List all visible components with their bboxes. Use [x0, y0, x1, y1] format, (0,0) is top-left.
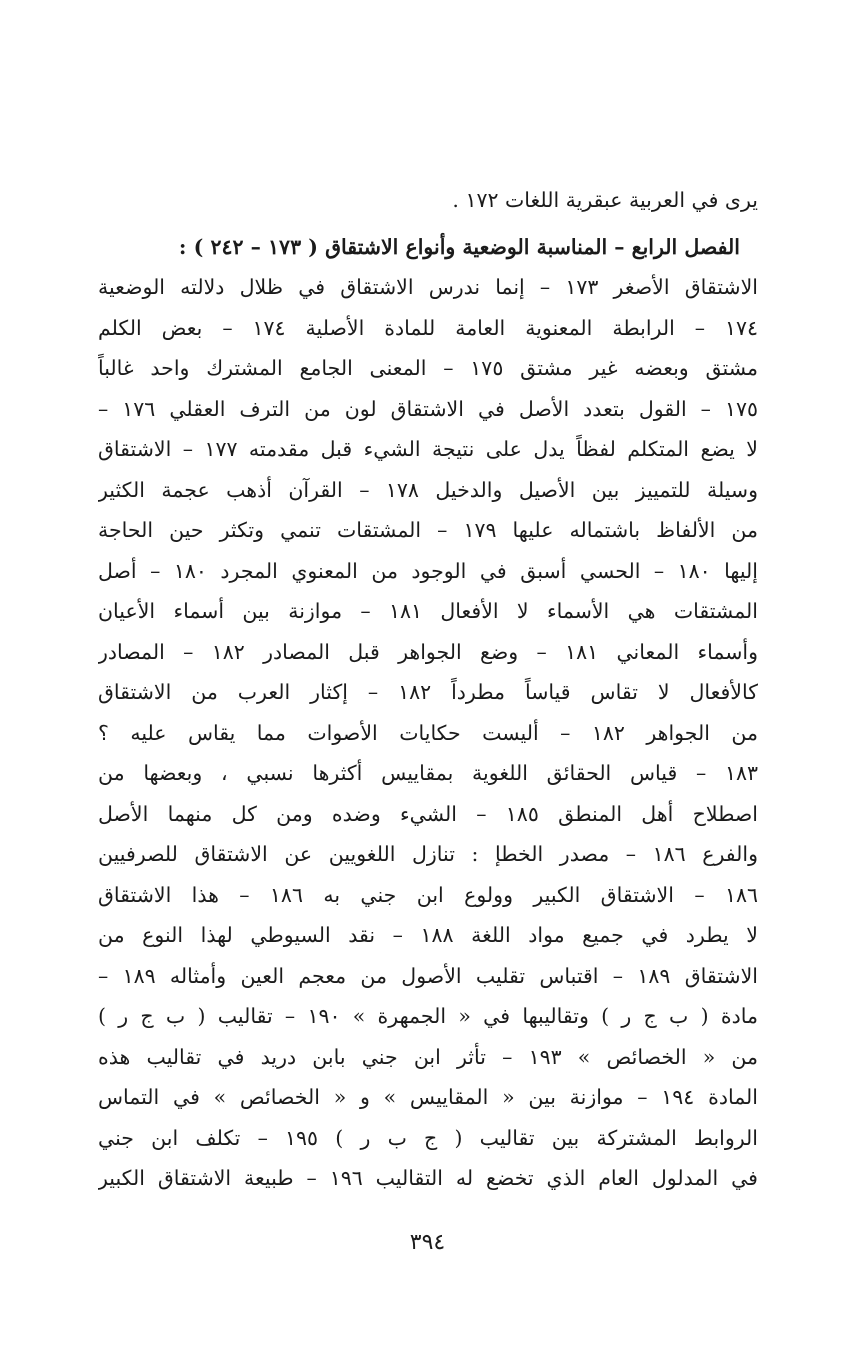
text-line: من الجواهر ١٨٢ – أليست حكايات الأصوات مما يقاس عليه ؟ — [98, 720, 758, 745]
text-line: المادة ١٩٤ – موازنة بين « المقاييس » و « الخصائص » في التماس — [98, 1085, 758, 1109]
text-line: ١٧٥ – القول بتعدد الأصل في الاشتقاق لون من الترف العقلي ١٧٦ – — [98, 396, 758, 421]
text-line: مادة ( ب ج ر ) وتقاليبها في « الجمهرة » ١٩٠ – تقاليب ( ب ج ر ) — [98, 1004, 758, 1028]
text-line: إليها ١٨٠ – الحسي أسبق في الوجود من المعنوي المجرد ١٨٠ – أصل — [98, 558, 758, 583]
page-number: ٣٩٤ — [409, 1230, 446, 1255]
text-line: في المدلول العام الذي تخضع له التقاليب ١٩٦ – طبيعة الاشتقاق الكبير — [98, 1166, 758, 1190]
text-line: اصطلاح أهل المنطق ١٨٥ – الشيء وضده ومن كل منهما الأصل — [98, 801, 758, 826]
text-line: كالأفعال لا تقاس قياساً مطرداً ١٨٢ – إكثار العرب من الاشتقاق — [98, 680, 758, 704]
page-body — [98, 180, 758, 1199]
text-line: من الألفاظ باشتماله عليها ١٧٩ – المشتقات تنمي وتكثر حين الحاجة — [98, 518, 758, 542]
text-line: لا يطرد في جميع مواد اللغة ١٨٨ – نقد السيوطي لهذا النوع من — [98, 923, 758, 947]
text-line: وسيلة للتمييز بين الأصيل والدخيل ١٧٨ – القرآن أذهب عجمة الكثير — [98, 477, 758, 502]
text-line: مشتق وبعضه غير مشتق ١٧٥ – المعنى الجامع المشترك واحد غالباً — [98, 356, 758, 380]
text-line: وأسماء المعاني ١٨١ – وضع الجواهر قبل المصادر ١٨٢ – المصادر — [98, 639, 758, 664]
text-line: الاشتقاق الأصغر ١٧٣ – إنما ندرس الاشتقاق في ظلال دلالته الوضعية — [98, 275, 758, 299]
text-line: والفرع ١٨٦ – مصدر الخطإ : تنازل اللغويين عن الاشتقاق للصرفيين — [98, 842, 758, 866]
text-line: المشتقات هي الأسماء لا الأفعال ١٨١ – موازنة بين أسماء الأعيان — [98, 599, 758, 623]
text-line: من « الخصائص » ١٩٣ – تأثر ابن جني بابن دريد في تقاليب هذه — [98, 1044, 758, 1069]
text-line: الروابط المشتركة بين تقاليب ( ج ب ر ) ١٩٥ – تكلف ابن جني — [98, 1125, 758, 1150]
text-line: لا يضع المتكلم لفظاً يدل على نتيجة الشيء قبل مقدمته ١٧٧ – الاشتقاق — [98, 437, 758, 461]
chapter-heading: الفصل الرابع – المناسبة الوضعية وأنواع الاشتقاق ( ١٧٣ – ٢٤٢ ) : — [178, 234, 740, 259]
text-line: ١٨٦ – الاشتقاق الكبير وولوع ابن جني به ١٨٦ – هذا الاشتقاق — [98, 882, 758, 907]
text-line: يرى في العربية عبقرية اللغات ١٧٢ . — [452, 188, 758, 212]
text-line: ١٨٣ – قياس الحقائق اللغوية بمقاييس أكثرها نسبي ، وبعضها من — [98, 761, 758, 785]
text-line: ١٧٤ – الرابطة المعنوية العامة للمادة الأصلية ١٧٤ – بعض الكلم — [98, 315, 758, 340]
text-line: الاشتقاق ١٨٩ – اقتباس تقليب الأصول من معجم العين وأمثاله ١٨٩ – — [98, 963, 758, 988]
